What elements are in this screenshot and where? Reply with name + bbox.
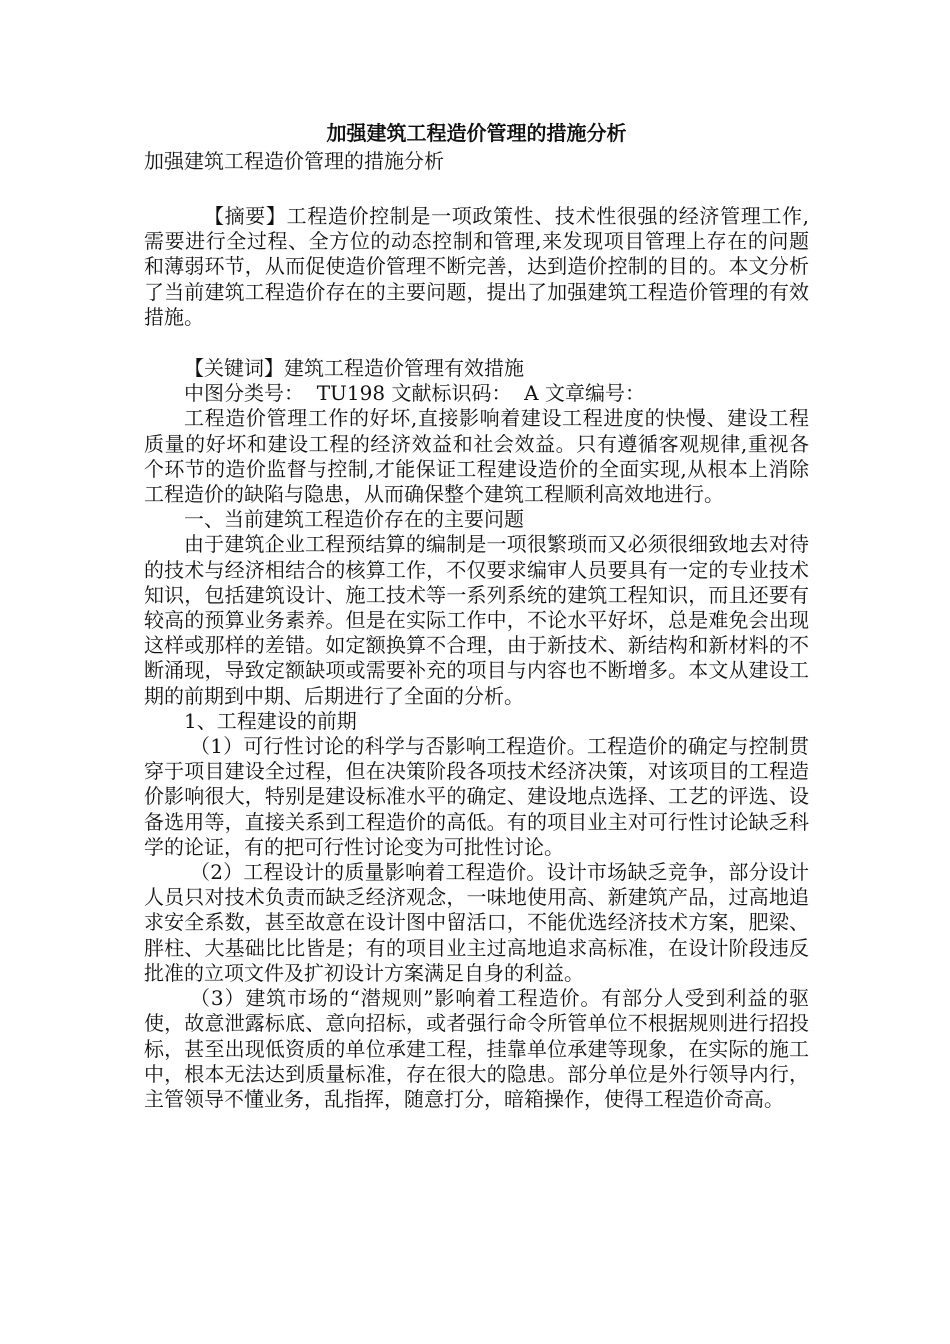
body-paragraph: 由于建筑企业工程预结算的编制是一项很繁琐而又必须很细致地去对待的技术与经济相结合的核算工作，不仅要求编审人员要具有一定的专业技术知识，包括建筑设计、施工技术等一系列系统的建筑工程知识，而且还要有较高的预算业务素养。但是在实际工作中，不论水平好坏，总是难免会出现这样或那样的差错。如定额换算不合理，由于新技术、新结构和新材料的不断涌现，导致定额缺项或需要补充的项目与内容也不断增多。本文从建设工期的前期到中期、后期进行了全面的分析。 bbox=[144, 532, 809, 708]
body-paragraph: （3）建筑市场的“潜规则”影响着工程造价。有部分人受到利益的驱使，故意泄露标底、意向招标，或者强行命令所管单位不根据规则进行招投标，甚至出现低资质的单位承建工程，挂靠单位承建等现象，在实际的施工中，根本无法达到质量标准，存在很大的隐患。部分单位是外行领导内行，主管领导不懂业务，乱指挥，随意打分，暗箱操作，使得工程造价奇高。 bbox=[144, 986, 809, 1111]
subsection-heading: 1、工程建设的前期 bbox=[184, 708, 357, 733]
document-body bbox=[144, 118, 809, 1112]
spacer bbox=[144, 330, 809, 356]
document-subtitle: 加强建筑工程造价管理的措施分析 bbox=[144, 149, 444, 173]
document-title: 加强建筑工程造价管理的措施分析 bbox=[326, 121, 627, 145]
body-paragraph: （1）可行性讨论的科学与否影响工程造价。工程造价的确定与控制贯穿于项目建设全过程，但在决策阶段各项技术经济决策，对该项目的工程造价影响很大，特别是建设标准水平的确定、建设地点选择、工艺的评选、设备选用等，直接关系到工程造价的高低。有的项目业主对可行性讨论缺乏科学的论证，有的把可行性讨论变为可批性讨论。 bbox=[144, 734, 809, 859]
classification-line: 中图分类号： TU198 文献标识码： A 文章编号： bbox=[184, 381, 645, 406]
body-paragraph: （2）工程设计的质量影响着工程造价。设计市场缺乏竞争，部分设计人员只对技术负责而缺乏经济观念，一味地使用高、新建筑产品，过高地追求安全系数，甚至故意在设计图中留活口，不能优选经济技术方案，肥梁、胖柱、大基础比比皆是；有的项目业主过高地追求高标准，在设计阶段违反批准的立项文件及扩初设计方案满足自身的利益。 bbox=[144, 860, 809, 985]
spacer bbox=[144, 174, 809, 204]
keywords-line: 【关键词】建筑工程造价管理有效措施 bbox=[184, 356, 524, 381]
section-heading: 一、当前建筑工程造价存在的主要问题 bbox=[184, 507, 524, 532]
body-paragraph: 工程造价管理工作的好坏,直接影响着建设工程进度的快慢、建设工程质量的好坏和建设工程的经济效益和社会效益。只有遵循客观规律,重视各个环节的造价监督与控制,才能保证工程建设造价的全面实现,从根本上消除工程造价的缺陷与隐患，从而确保整个建筑工程顺利高效地进行。 bbox=[144, 406, 809, 507]
abstract-paragraph: 【摘要】工程造价控制是一项政策性、技术性很强的经济管理工作,需要进行全过程、全方位的动态控制和管理,来发现项目管理上存在的问题和薄弱环节，从而促使造价管理不断完善，达到造价控制的目的。本文分析了当前建筑工程造价存在的主要问题，提出了加强建筑工程造价管理的有效措施。 bbox=[144, 204, 809, 329]
